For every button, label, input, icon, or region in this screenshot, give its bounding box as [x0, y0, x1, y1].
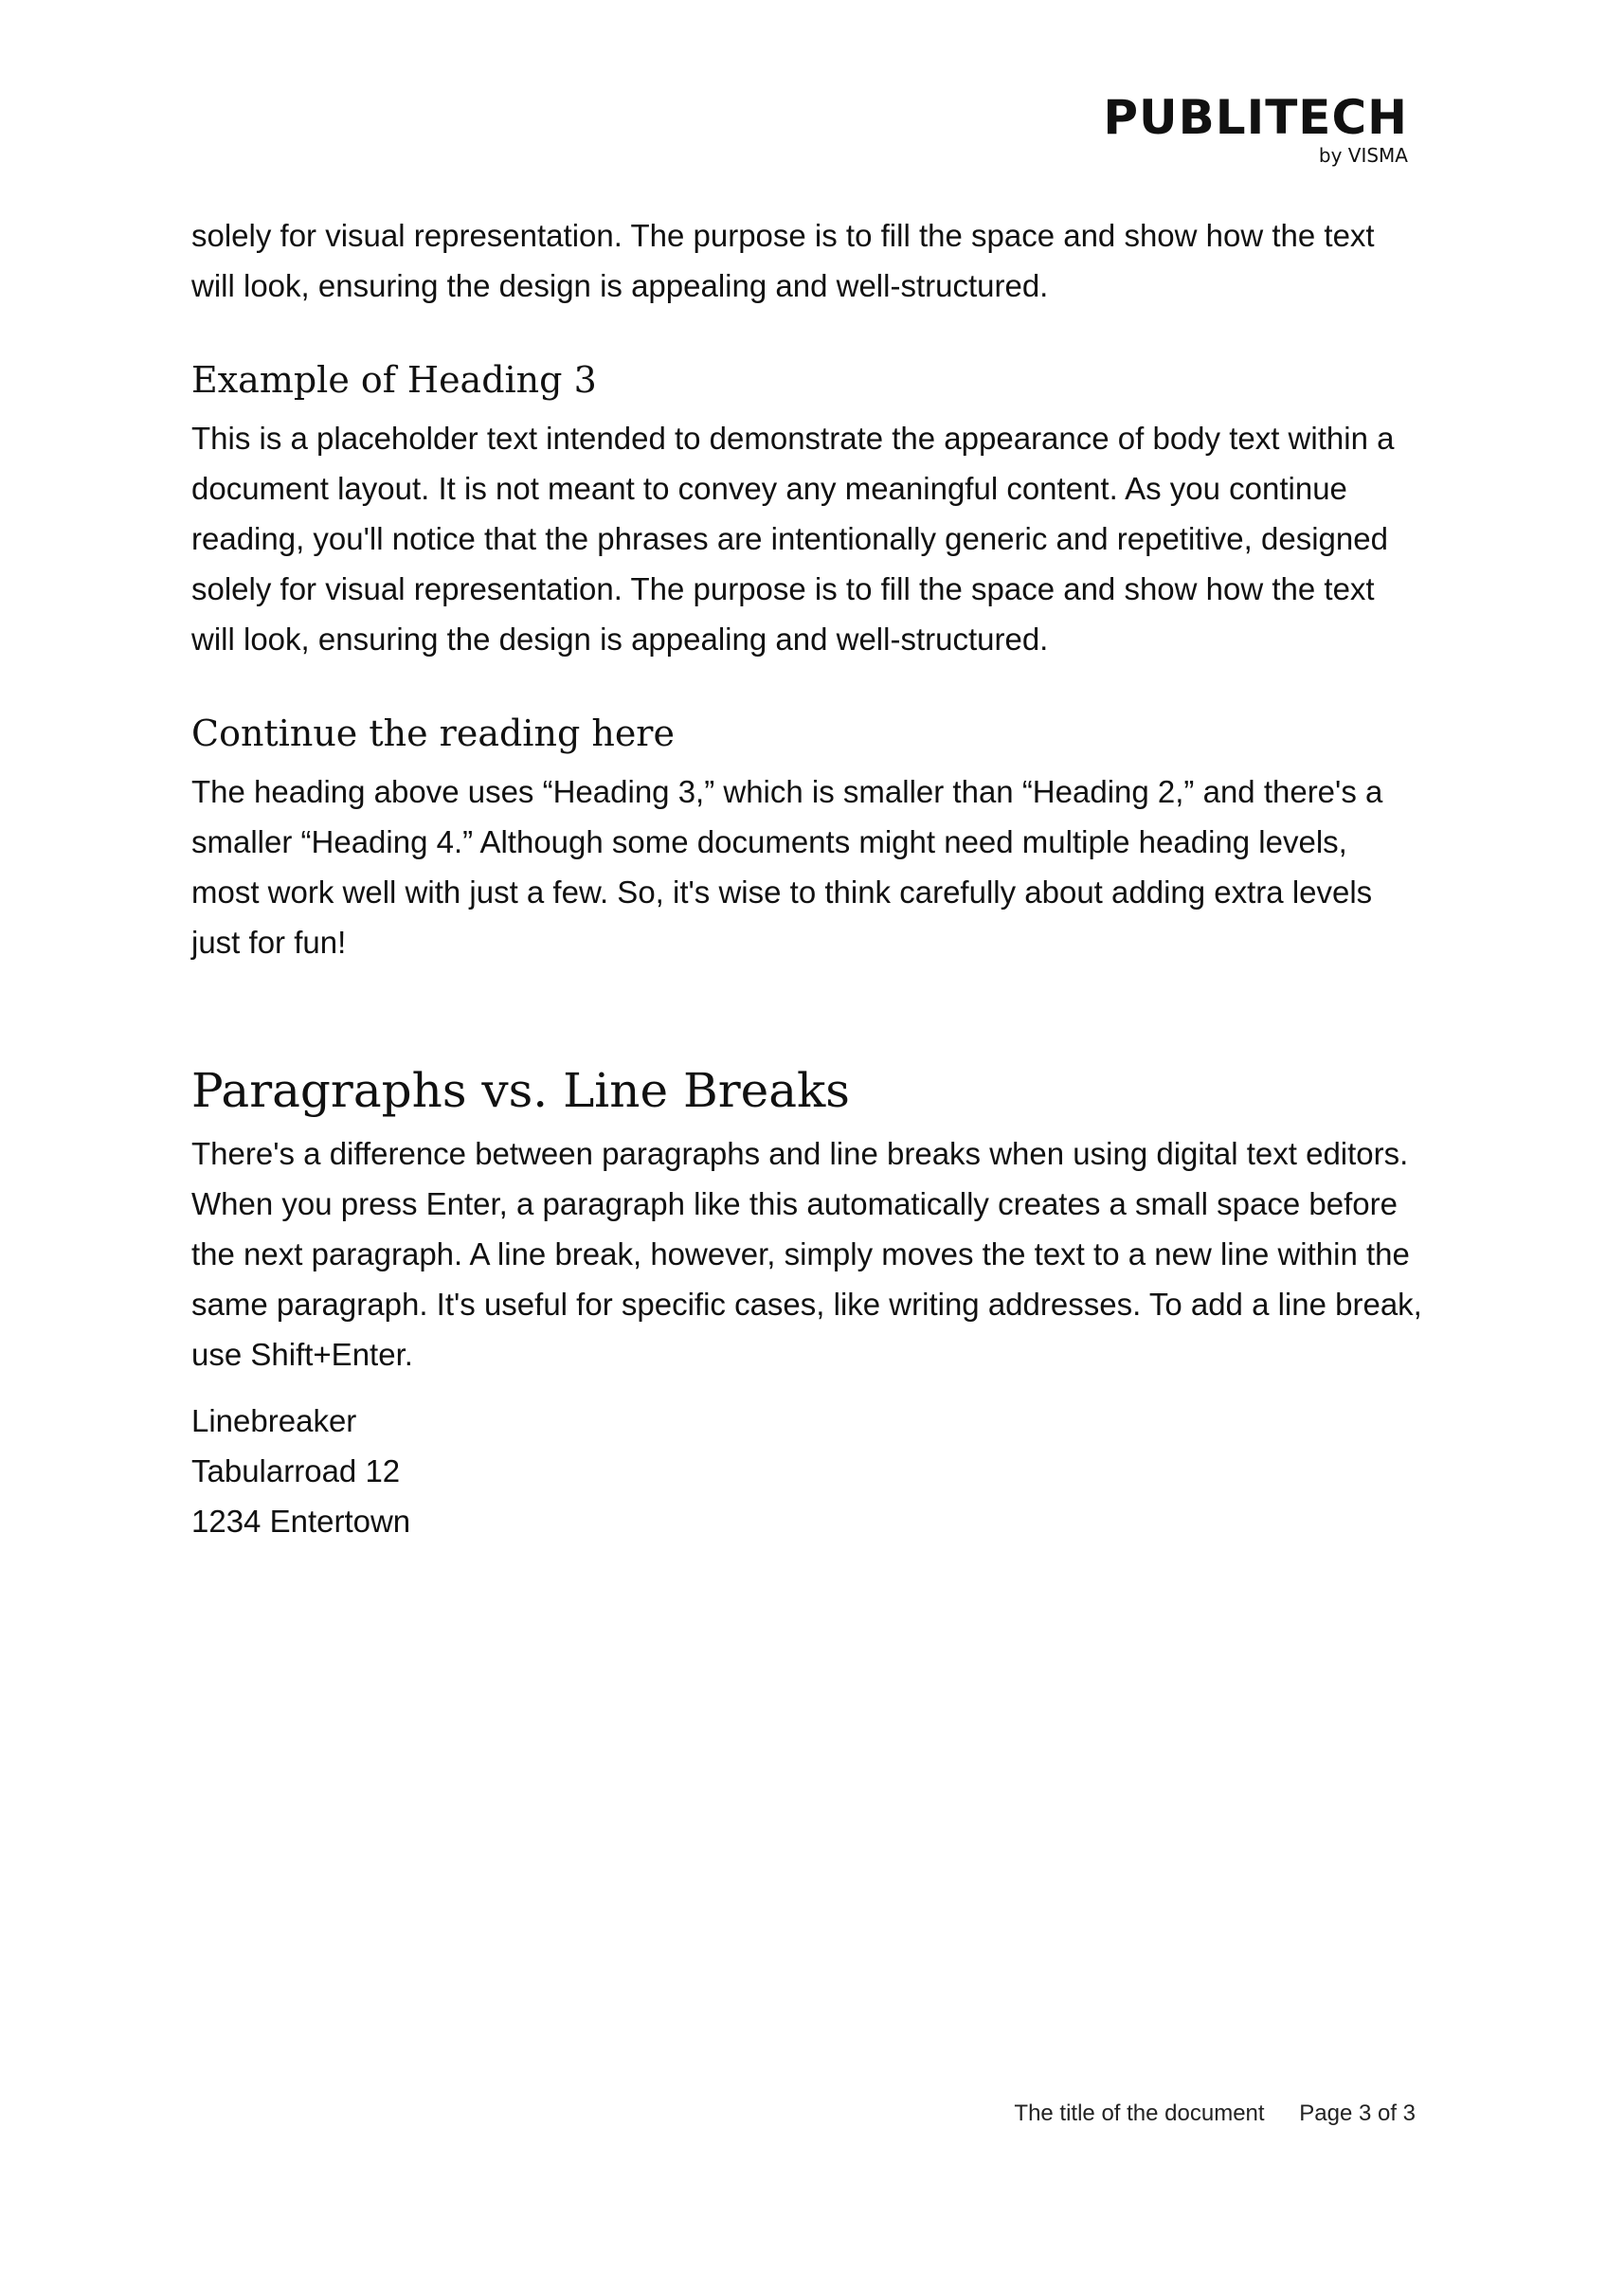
document-body — [191, 210, 1423, 1546]
heading-example-of-heading-3: Example of Heading 3 — [191, 359, 597, 401]
heading-continue-reading: Continue the reading here — [191, 712, 675, 754]
page-footer — [1014, 2100, 1416, 2128]
continued-paragraph: solely for visual representation. The purpose is to fill the space and show how the text will look, ensuring the design is appealing and well-structured. — [191, 218, 1375, 303]
address-block — [191, 1396, 1423, 1546]
paragraph-continue-reading: The heading above uses “Heading 3,” which is smaller than “Heading 2,” and there's a smaller “Heading 4.” Although some documents might need multiple heading levels, most work well with just a few. So, it's wise to think carefully about adding extra levels just for fun! — [191, 774, 1383, 960]
footer-page-number: Page 3 of 3 — [1299, 2101, 1416, 2126]
footer-document-title: The title of the document — [1014, 2101, 1265, 2126]
logo-byline: by VISMA — [1318, 144, 1408, 167]
logo-wordmark: PUBLITECH — [1103, 90, 1408, 145]
paragraph-example-heading-3: This is a placeholder text intended to demonstrate the appearance of body text within a document layout. It is not meant to convey any meaningful content. As you continue reading, you'll notice that the phrases are intentionally generic and repetitive, designed solely for visual representation. The purpose is to fill the space and show how the text will look, ensuring the design is appealing and well-structured. — [191, 421, 1395, 657]
heading-paragraphs-vs-line-breaks: Paragraphs vs. Line Breaks — [191, 1063, 850, 1118]
publitech-logo — [1103, 91, 1408, 167]
address-line-street: Tabularroad 12 — [191, 1453, 401, 1488]
address-line-city: 1234 Entertown — [191, 1504, 411, 1539]
paragraph-paragraphs-vs-line-breaks: There's a difference between paragraphs and line breaks when using digital text editors. When you press Enter, a paragraph like this automatically creates a small space before the next paragraph. A line break, however, simply moves the text to a new line within the same paragraph. It's useful for specific cases, like writing addresses. To add a line break, use Shift+Enter. — [191, 1136, 1422, 1372]
address-line-name: Linebreaker — [191, 1403, 357, 1438]
